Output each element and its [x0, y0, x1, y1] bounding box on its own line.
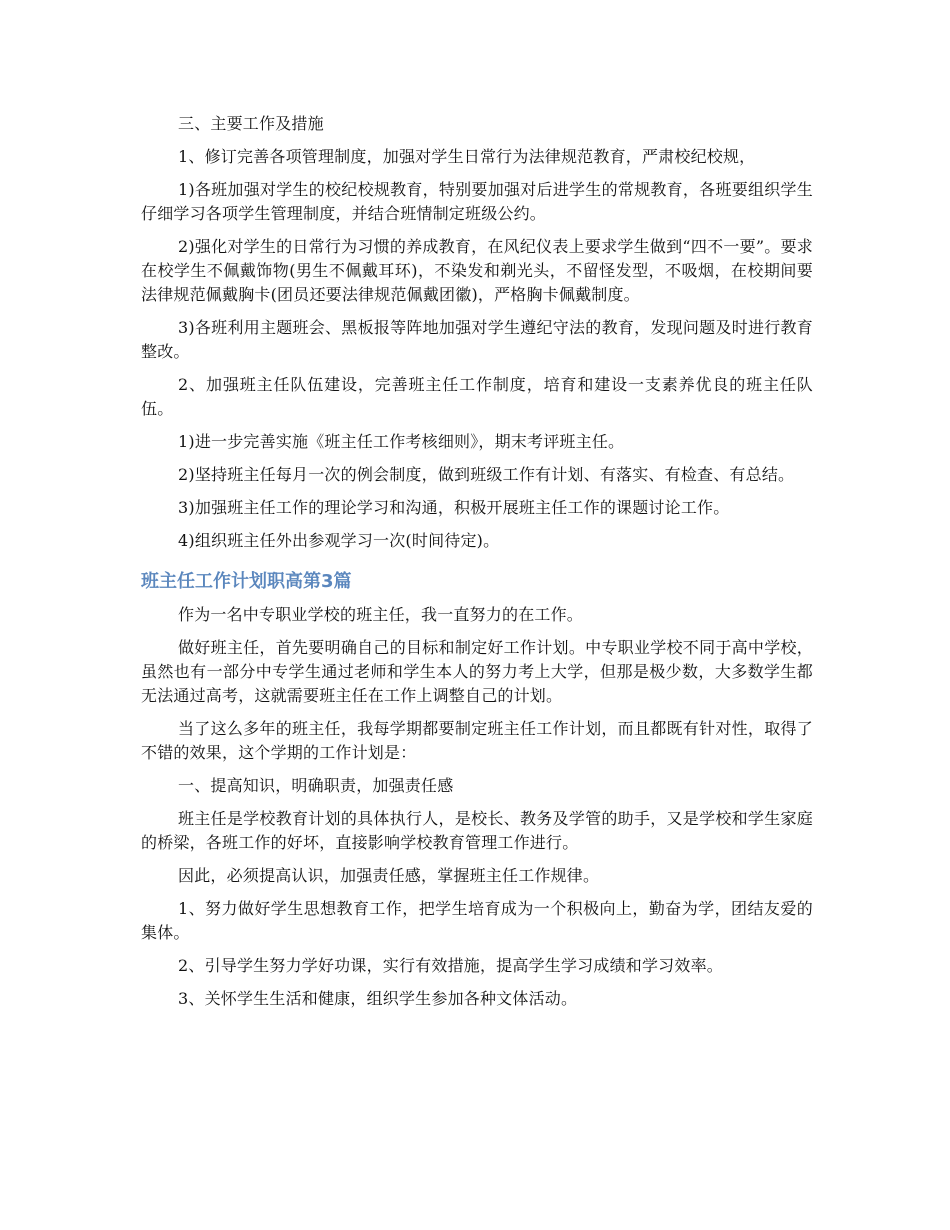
- article-heading: 班主任工作计划职高第3篇: [141, 571, 352, 592]
- paragraph: 做好班主任，首先要明确自己的目标和制定好工作计划。中专职业学校不同于高中学校，虽然也有一部分中专学生通过老师和学生本人的努力考上大学，但那是极少数，大多数学生都无法通过高考，这就需要班主任在工作上调整自己的计划。: [141, 638, 813, 705]
- document-body: [141, 112, 813, 1020]
- paragraph: 作为一名中专职业学校的班主任，我一直努力的在工作。: [178, 605, 584, 624]
- paragraph: 2、加强班主任队伍建设，完善班主任工作制度，培育和建设一支素养优良的班主任队伍。: [141, 375, 813, 418]
- paragraph: 2)坚持班主任每月一次的例会制度，做到班级工作有计划、有落实、有检查、有总结。: [178, 465, 795, 484]
- paragraph: 4)组织班主任外出参观学习一次(时间待定)。: [178, 531, 500, 550]
- paragraph: 3、关怀学生生活和健康，组织学生参加各种文体活动。: [178, 989, 578, 1008]
- paragraph: 2、引导学生努力学好功课，实行有效措施，提高学生学习成绩和学习效率。: [178, 956, 723, 975]
- paragraph: 1)进一步完善实施《班主任工作考核细则》，期末考评班主任。: [178, 432, 625, 451]
- paragraph: 当了这么多年的班主任，我每学期都要制定班主任工作计划，而且都既有针对性，取得了不错的效果，这个学期的工作计划是：: [141, 719, 813, 762]
- paragraph: 1)各班加强对学生的校纪校规教育，特别要加强对后进学生的常规教育，各班要组织学生仔细学习各项学生管理制度，并结合班情制定班级公约。: [141, 180, 813, 223]
- paragraph: 因此，必须提高认识，加强责任感，掌握班主任工作规律。: [178, 866, 600, 885]
- paragraph: 1、努力做好学生思想教育工作，把学生培育成为一个积极向上，勤奋为学，团结友爱的集体。: [141, 899, 813, 942]
- section-heading-knowledge-duty: 一、提高知识，明确职责，加强责任感: [178, 776, 454, 795]
- paragraph: 2)强化对学生的日常行为习惯的养成教育，在风纪仪表上要求学生做到“四不一要”。要求在校学生不佩戴饰物(男生不佩戴耳环)，不染发和剃光头，不留怪发型，不吸烟，在校期间要法律规范佩戴胸卡(团员还要法律规范佩戴团徽)，严格胸卡佩戴制度。: [141, 237, 813, 304]
- paragraph: 3)各班利用主题班会、黑板报等阵地加强对学生遵纪守法的教育，发现问题及时进行教育整改。: [141, 318, 813, 361]
- paragraph: 3)加强班主任工作的理论学习和沟通，积极开展班主任工作的课题讨论工作。: [178, 498, 730, 517]
- section-heading-main-measures: 三、主要工作及措施: [178, 114, 324, 133]
- paragraph: 1、修订完善各项管理制度，加强对学生日常行为法律规范教育，严肃校纪校规，: [178, 147, 756, 166]
- paragraph: 班主任是学校教育计划的具体执行人，是校长、教务及学管的助手，又是学校和学生家庭的桥梁，各班工作的好坏，直接影响学校教育管理工作进行。: [141, 809, 813, 852]
